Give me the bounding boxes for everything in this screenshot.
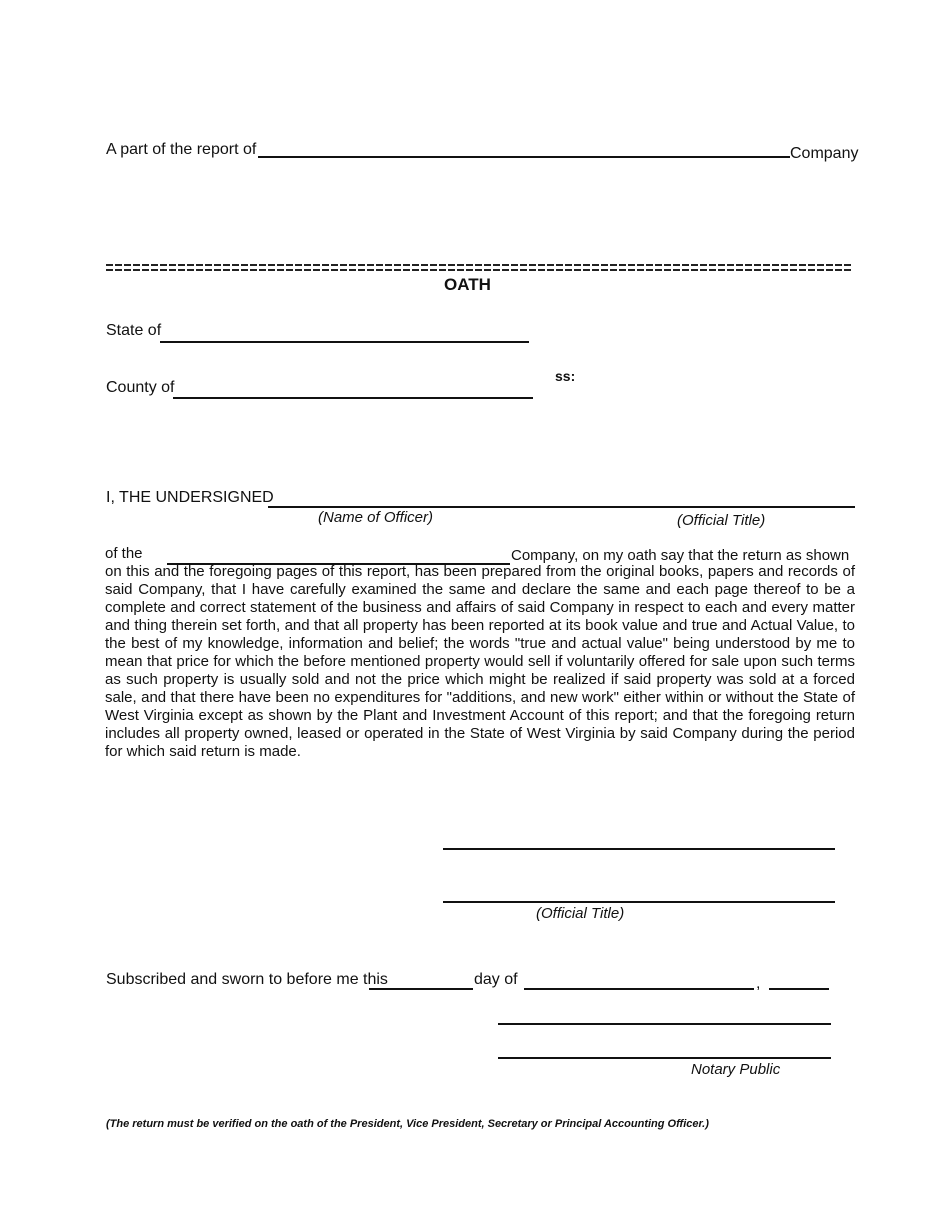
notary-signature-field[interactable] [498,1023,831,1025]
company-name-field[interactable] [258,156,790,158]
sworn-day-field[interactable] [369,988,473,990]
sworn-month-field[interactable] [524,988,754,990]
official-title-caption: (Official Title) [677,512,766,529]
report-of-label: A part of the report of [106,141,257,158]
oath-heading: OATH [444,275,491,294]
verification-footnote: (The return must be verified on the oath of the President, Vice President, Secretary or Principal Accounting Officer.) [106,1118,709,1130]
company-label: Company [790,145,859,162]
comma-separator: , [756,975,761,992]
officer-signature-field[interactable] [443,848,835,850]
company-oath-text: Company, on my oath say that the return as shown [511,547,850,564]
day-of-label: day of [474,971,518,988]
oath-body-text: on this and the foregoing pages of this report, has been prepared from the original books, papers and records of said Company, that I have carefully examined the same and declare the same and each page thereof to be a complete and correct statement of the business and affairs of said Company in respect to each and every matter and thing therein set forth, and that all property has been reported at its book value and true and Actual Value, to the best of my knowledge, information and belief; the words "true and actual value" being understood by me to mean that price for which the before mentioned property would sell if voluntarily offered for sale upon such terms as such property is usually sold and not the price which might be realized if said property was sold at a forced sale, and that there have been no expenditures for "additions, and new work" either within or without the State of West Virginia except as shown by the Plant and Investment Account of this report; and that the foregoing return includes all property owned, leased or operated in the State of West Virginia by said Company during the period for which said return is made. [105,563,855,760]
ss-label: ss: [555,368,576,384]
sworn-year-field[interactable] [769,988,829,990]
state-label: State of [106,322,162,339]
of-the-label: of the [105,545,143,562]
double-dashed-separator [106,264,852,272]
subscribed-label: Subscribed and sworn to before me this [106,971,388,988]
county-label: County of [106,379,175,396]
state-field[interactable] [160,341,529,343]
county-field[interactable] [173,397,533,399]
notary-name-field[interactable] [498,1057,831,1059]
undersigned-label: I, THE UNDERSIGNED [106,489,274,506]
name-of-officer-caption: (Name of Officer) [318,509,434,526]
signature-official-title-caption: (Official Title) [536,905,625,922]
officer-title-field[interactable] [443,901,835,903]
notary-public-caption: Notary Public [691,1061,781,1078]
officer-name-title-field[interactable] [268,506,855,508]
